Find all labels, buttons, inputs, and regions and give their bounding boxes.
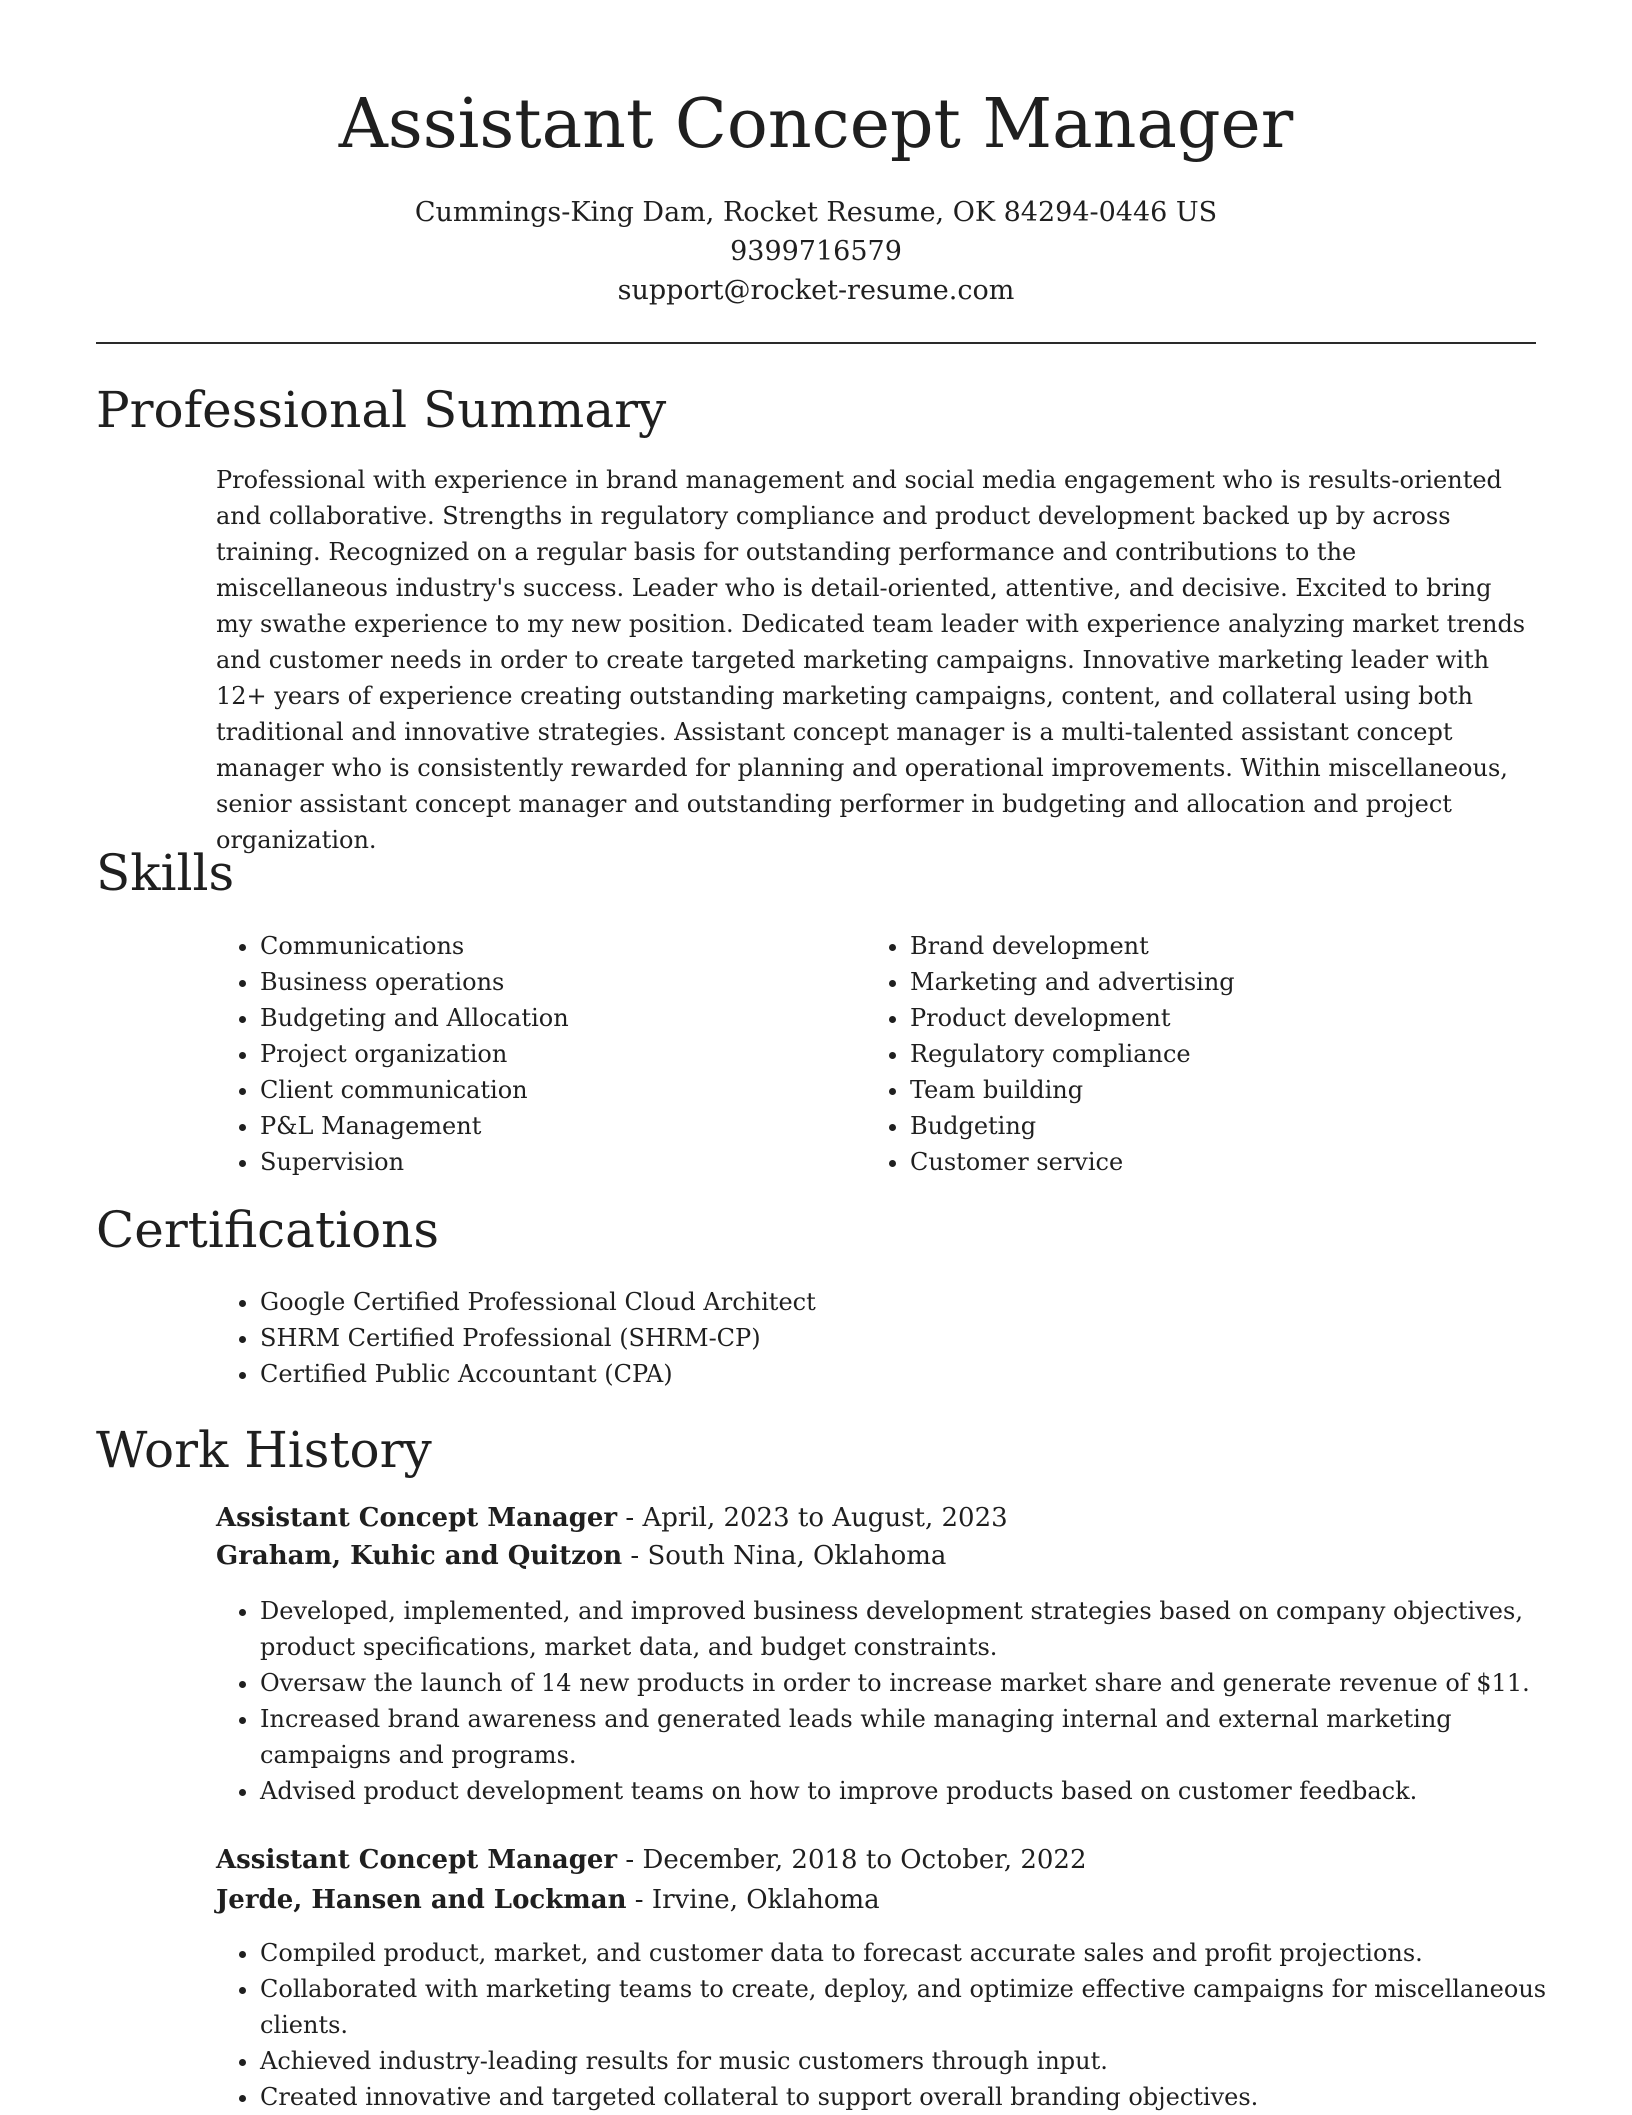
job-location: Irvine, Oklahoma (651, 1885, 880, 1915)
certifications-heading: Certifications (96, 1201, 440, 1259)
summary-heading: Professional Summary (96, 381, 667, 439)
job-duty: • Achieved industry-leading results for music customers through input. (260, 2043, 1578, 2079)
certification-item: • SHRM Certified Professional (SHRM-CP) (260, 1320, 1560, 1356)
summary-text: Professional with experience in brand management and social media engagement who is results-oriented and collaborative. Strengths in regulatory compliance and product development backed up by across training. Recognized on a regular basis for outstanding performance and contributions to the miscellaneous industry's success. Leader who is detail-oriented, attentive, and decisive. Excited to bring my swathe experience to my new position. Dedicated team leader with experience analyzing market trends and customer needs in order to create targeted marketing campaigns. Innovative marketing leader with 12+ years of experience creating outstanding marketing campaigns, content, and collateral using both traditional and innovative strategies. Assistant concept manager is a multi-talented assistant concept manager who is consistently rewarded for planning and operational improvements. Within miscellaneous, senior assistant concept manager and outstanding performer in budgeting and allocation and project organization. (216, 466, 1526, 854)
job-role: Assistant Concept Manager (216, 1503, 618, 1533)
job-title-line (216, 1841, 1087, 1879)
candidate-name: Assistant Concept Manager (338, 85, 1294, 164)
skills-list-right (866, 928, 1570, 1180)
job-duty: • Compiled product, market, and customer data to forecast accurate sales and profit projections. (260, 1935, 1578, 1971)
job-duty: • Increased brand awareness and generated leads while managing internal and external marketing campaigns and programs. (260, 1701, 1578, 1773)
job-separator: - (634, 1885, 652, 1915)
work-history-heading: Work History (96, 1421, 432, 1479)
job-dates: April, 2023 to August, 2023 (642, 1503, 1008, 1533)
skill-item: • Communications (260, 928, 860, 964)
skill-item: • Brand development (910, 928, 1570, 964)
skill-item: • Customer service (910, 1144, 1570, 1180)
skills-list-left (216, 928, 860, 1180)
job-dates: December, 2018 to October, 2022 (642, 1845, 1087, 1875)
job-role: Assistant Concept Manager (216, 1845, 618, 1875)
job-company-line (216, 1881, 880, 1919)
job-separator: - (625, 1845, 643, 1875)
job-duty: • Developed, implemented, and improved business development strategies based on company objectives, product specifications, market data, and budget constraints. (260, 1593, 1578, 1665)
job-duty: • Advised product development teams on how to improve products based on customer feedback. (260, 1773, 1578, 1809)
skill-item: • Business operations (260, 964, 860, 1000)
certification-item: • Google Certified Professional Cloud Architect (260, 1284, 1560, 1320)
contact-email: support@rocket-resume.com (617, 275, 1015, 306)
skill-item: • Team building (910, 1072, 1570, 1108)
certification-item: • Certified Public Accountant (CPA) (260, 1356, 1560, 1392)
contact-phone: 9399716579 (730, 236, 902, 267)
skills-heading: Skills (96, 844, 235, 902)
contact-address: Cummings-King Dam, Rocket Resume, OK 84294-0446 US (414, 197, 1218, 228)
certifications-list (216, 1284, 1560, 1392)
job-duties-list (216, 1935, 1578, 2115)
job-separator: - (630, 1541, 648, 1571)
skill-item: • Budgeting and Allocation (260, 1000, 860, 1036)
job-title-line (216, 1499, 1008, 1537)
job-company: Graham, Kuhic and Quitzon (216, 1541, 623, 1571)
job-duty: • Created innovative and targeted collateral to support overall branding objectives. (260, 2079, 1578, 2115)
job-company: Jerde, Hansen and Lockman (216, 1885, 627, 1915)
header-divider (96, 342, 1536, 344)
skill-item: • Product development (910, 1000, 1570, 1036)
skill-item: • P&L Management (260, 1108, 860, 1144)
job-duty: • Oversaw the launch of 14 new products in order to increase market share and generate revenue of $11. (260, 1665, 1578, 1701)
job-separator: - (625, 1503, 643, 1533)
job-company-line (216, 1537, 946, 1575)
skill-item: • Project organization (260, 1036, 860, 1072)
contact-block (0, 193, 1632, 310)
job-location: South Nina, Oklahoma (647, 1541, 947, 1571)
skill-item: • Budgeting (910, 1108, 1570, 1144)
skill-item: • Client communication (260, 1072, 860, 1108)
skill-item: • Marketing and advertising (910, 964, 1570, 1000)
skill-item: • Supervision (260, 1144, 860, 1180)
job-duty: • Collaborated with marketing teams to create, deploy, and optimize effective campaigns for miscellaneous clients. (260, 1971, 1578, 2043)
skill-item: • Regulatory compliance (910, 1036, 1570, 1072)
job-duties-list (216, 1593, 1578, 1809)
